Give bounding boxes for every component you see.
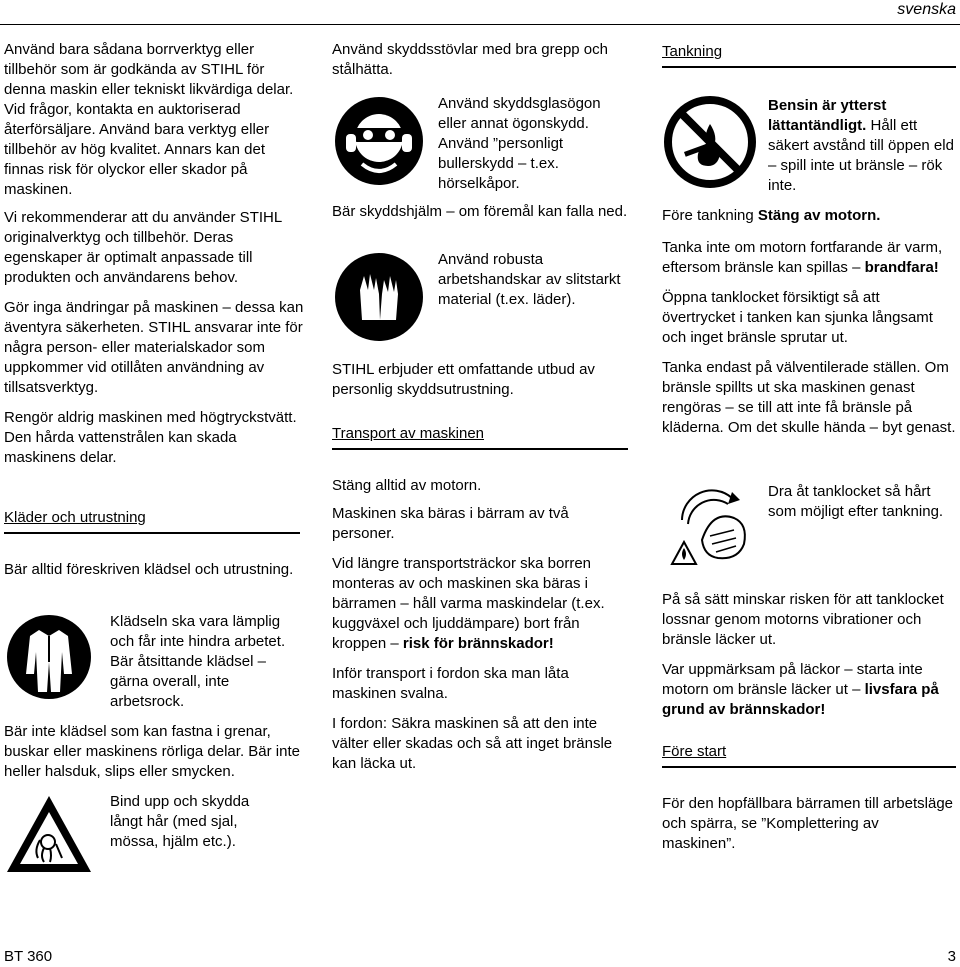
model-label: BT 360 [4, 948, 53, 965]
flammable-warning [768, 96, 956, 196]
paragraph: Bind upp och skydda långt hår (med sjal, mössa, hjälm etc.). [110, 793, 250, 850]
paragraph: Bär alltid föreskriven klädsel och utrustning. [4, 561, 294, 578]
paragraph [662, 660, 956, 720]
column-3-lower [662, 590, 956, 720]
section-heading-before-start: Före start [662, 742, 956, 768]
paragraph: Tanka endast på välventilerade ställen. Om bränsle spillts ut ska maskinen genast rengöras – se till att inte få bränsle på kläderna. Om det skulle hända – byt genast. [662, 359, 956, 436]
page-number: 3 [947, 948, 956, 965]
paragraph: Bär skyddshjälm – om föremål kan falla ned. [332, 203, 628, 220]
paragraph: Vi rekommenderar att du använder STIHL originalverktyg och tillbehör. Deras egenskaper är optimalt anpassade till produkten och användarens behov. [4, 209, 282, 286]
paragraph-text: Före tankning [662, 207, 754, 224]
paragraph [662, 238, 956, 278]
paragraph: Inför transport i fordon ska man låta maskinen svalna. [332, 665, 569, 702]
paragraph: Använd bara sådana borrverktyg eller tillbehör som är godkända av STIHL för denna maskin eller tekniskt likvärdiga delar. Vid frågor, kontakta en auktoriserad återförsäljare. Använd bara verktyg eller tillbehör av hög kvalitet. Annars kan det finnas risk för olyckor eller skador på maskinen. [4, 41, 294, 198]
section-heading-refueling: Tankning [662, 42, 956, 68]
paragraph: Använd robusta arbetshandskar av slitstarkt material (t.ex. läder). [438, 251, 621, 308]
warning-text: Bensin är ytterst lättantändligt. [768, 97, 887, 134]
column-3-text [662, 206, 956, 438]
long-hair-hazard-icon [4, 792, 94, 876]
paragraph-text: Var uppmärksam på läckor – starta inte motorn om bränsle läcker ut – [662, 661, 923, 698]
paragraph-text: Vid längre transportsträckor ska borren monteras av och maskinen ska bäras i bärramen – håll varma maskindelar (t.ex. kuggväxel och ljuddämpare) bort från kroppen – [332, 555, 605, 652]
paragraph: Maskinen ska bäras i bärram av två personer. [332, 505, 569, 542]
warning-text: brandfara! [864, 259, 939, 276]
paragraph: På så sätt minskar risken för att tanklocket lossnar genom motorns vibrationer och bränsle läcker ut. [662, 591, 944, 648]
tighten-fuel-cap-icon [662, 480, 762, 570]
paragraph: Öppna tanklocket försiktigt så att övertrycket i tanken kan sjunka långsamt och inget bränsle sprutar ut. [662, 289, 933, 346]
warning-text: Stäng av motorn. [757, 207, 881, 224]
paragraph: Stäng alltid av motorn. [332, 477, 482, 494]
no-open-flame-icon [662, 94, 758, 190]
section-heading-clothing: Kläder och utrustning [4, 508, 300, 534]
paragraph-text: Håll ett säkert avstånd till öppen eld – spill inte ut bränsle – rök inte. [768, 117, 954, 194]
warning-text: risk för brännskador! [402, 635, 554, 652]
eye-and-ear-protection-icon [332, 94, 426, 188]
paragraph: Dra åt tanklocket så hårt som möjligt efter tankning. [768, 483, 944, 520]
paragraph: I fordon: Säkra maskinen så att den inte välter eller skadas och så att inget bränsle kan läcka ut. [332, 715, 613, 772]
language-label: svenska [897, 1, 956, 18]
paragraph: Klädseln ska vara lämplig och får inte hindra arbetet. Bär åtsittande klädsel – gärna overall, inte arbetsrock. [110, 613, 286, 710]
paragraph: Använd skyddsglasögon eller annat ögonskydd. Använd ”personligt bullerskydd – t.ex. hörselkåpor. [438, 95, 601, 192]
paragraph: Bär inte klädsel som kan fastna i grenar, buskar eller maskinens rörliga delar. Bär inte heller halsduk, slips eller smycken. [4, 723, 300, 780]
section-heading-transport: Transport av maskinen [332, 424, 628, 450]
paragraph: Rengör aldrig maskinen med högtryckstvätt. Den hårda vattenstrålen kan skada maskinens delar. [4, 409, 297, 466]
paragraph [662, 206, 956, 226]
paragraph: Gör inga ändringar på maskinen – dessa kan äventyra säkerheten. STIHL ansvarar inte för några person- eller materialskador som uppkommer vid otillåten användning av tillsatsverktyg. [4, 299, 304, 396]
protective-clothing-icon [4, 612, 94, 702]
gloves-icon [332, 250, 426, 344]
paragraph-text: Tanka inte om motorn fortfarande är varm, eftersom bränsle kan spillas – [662, 239, 943, 276]
header-rule [0, 24, 960, 25]
paragraph [332, 554, 630, 654]
column-1 [4, 40, 304, 468]
column-2-transport [332, 476, 630, 774]
paragraph: För den hopfällbara bärramen till arbetsläge och spärra, se ”Komplettering av maskinen”. [662, 795, 953, 852]
paragraph: Använd skyddsstövlar med bra grepp och stålhätta. [332, 41, 608, 78]
warning-text: livsfara på grund av brännskador! [662, 681, 939, 718]
paragraph: STIHL erbjuder ett omfattande utbud av personlig skyddsutrustning. [332, 361, 595, 398]
